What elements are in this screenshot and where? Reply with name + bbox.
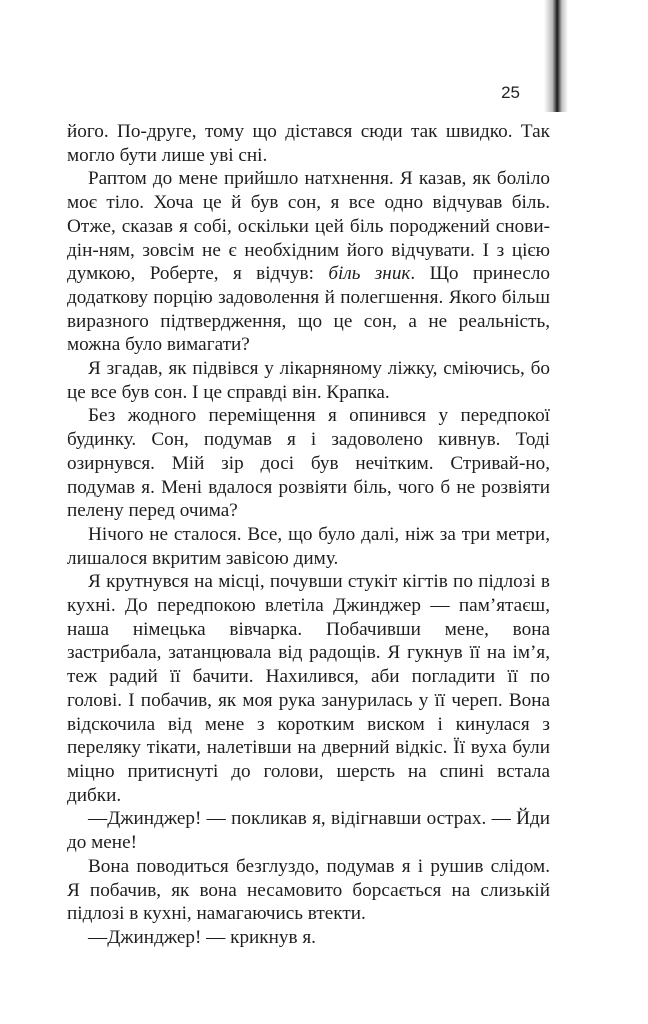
paragraph-text: Раптом до мене прийшло натхнення. Я казав, як боліло моє тіло. Хоча це й був сон, я все одно відчував біль. Отже, сказав я собі, оскільки цей біль породжений снови-дін-ням, зовсім не є необхідним його відчувати. І з цією думкою, Роберте, я відчув:: [67, 168, 550, 285]
paragraph-text: —Джинджер! — крикнув я.: [88, 926, 316, 948]
paragraph: [67, 926, 550, 950]
paragraph-text: Нічого не сталося. Все, що було далі, ніж за три метри, лишалося вкритим завісою диму.: [67, 523, 550, 569]
paragraph: [67, 404, 550, 523]
paragraph: [67, 167, 550, 357]
italic-emphasis: біль зник: [328, 263, 411, 285]
paragraph: [67, 855, 550, 926]
paragraph-text: Я крутнувся на місці, почувши стукіт кігтів по підлозі в кухні. До передпокою влетіла Джинджер — пам’ятаєш, наша німецька вівчарка. Побачивши мене, вона застрибала, затанцювала від радощів. Я гукнув її на ім’я, теж радий її бачити. Нахилився, аби погладити її по голові. І побачив, як моя рука занурилась у її череп. Вона відскочила від мене з коротким виском і кинулася з переляку тікати, налетівши на дверний відкіс. Її вуха були міцно притиснуті до голови, шерсть на спині встала дибки.: [67, 571, 550, 806]
paragraph-text: його. По-друге, тому що дістався сюди так швидко. Так могло бути лише уві сні.: [67, 121, 550, 166]
paragraph: [67, 807, 550, 854]
page-number: 25: [501, 83, 520, 102]
page-text-body: [67, 120, 550, 950]
paragraph: [67, 570, 550, 807]
paragraph-text: Без жодного переміщення я опинився у передпокої будинку. Сон, подумав я і задоволено кивнув. Тоді озирнувся. Мій зір досі був нечітким. Стривай-но, подумав я. Мені вдалося розвіяти біль, чого б не розвіяти пелену перед очима?: [67, 405, 550, 522]
paragraph-text: . Що принесло додаткову порцію задоволення й полегшення. Якого більш виразного підтвердження, що це сон, а не реальність, можна було вимагати?: [67, 263, 550, 356]
paragraph-text: —Джинджер! — покликав я, відігнавши острах. — Йди до мене!: [67, 808, 550, 854]
paragraph: [67, 120, 550, 167]
paragraph: [67, 357, 550, 404]
page-binding-shadow: [544, 0, 568, 112]
paragraph-text: Я згадав, як підвівся у лікарняному ліжку, сміючись, бо це все був сон. І це справді він. Крапка.: [67, 358, 550, 403]
paragraph: [67, 523, 550, 570]
paragraph-text: Вона поводиться безглуздо, подумав я і рушив слідом. Я побачив, як вона несамовито борсається на слизькій підлозі в кухні, намагаючись втекти.: [67, 855, 550, 925]
